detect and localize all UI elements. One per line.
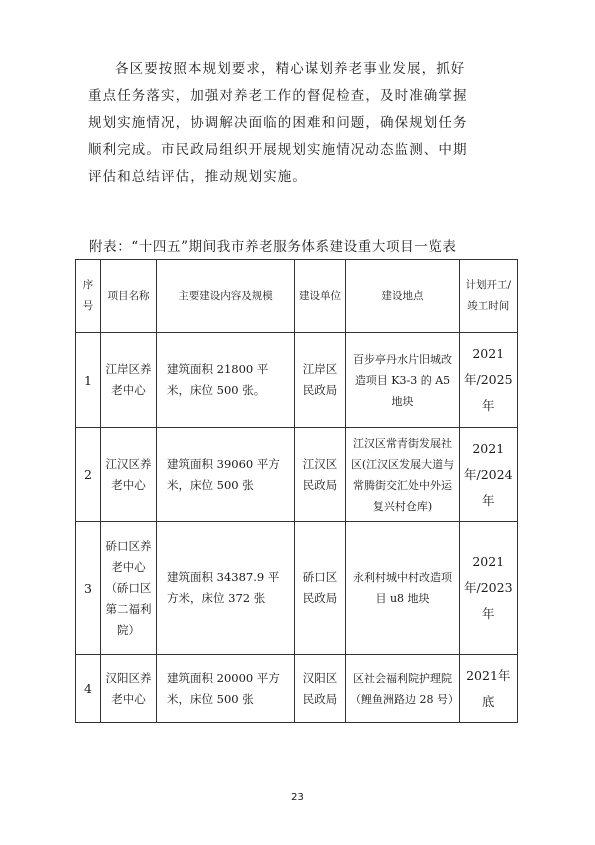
cell-location: 江汉区常青街发展社区(江汉区发展大道与常腾街交汇处中外运复兴村仓库) [346,428,460,522]
header-cell: 建设单位 [295,260,346,333]
cell-name: 江汉区养老中心 [101,428,157,522]
cell-content: 建筑面积 39060 平方米，床位 500 张 [157,428,295,522]
table-row [76,333,518,428]
cell-time: 2021年/2025年 [460,333,518,428]
paragraph-line: 重点任务落实，加强对养老工作的督促检查，及时准确掌握 [88,88,468,104]
cell-location: 永利村城中村改造项目 u8 地块 [346,522,460,655]
paragraph-line: 评估和总结评估，推动规划实施。 [88,169,307,185]
cell-time: 2021年/2024年 [460,428,518,522]
projects-table [75,259,518,723]
cell-location: 区社会福利院护理院（鲤鱼洲路边 28 号） [346,655,460,723]
cell-unit: 汉阳区民政局 [295,655,346,723]
cell-unit: 江岸区民政局 [295,333,346,428]
cell-no: 3 [76,522,101,655]
body-paragraph [88,56,506,191]
header-cell: 序号 [76,260,101,333]
cell-unit: 硚口区民政局 [295,522,346,655]
cell-content: 建筑面积 20000 平方米，床位 500 张 [157,655,295,723]
paragraph-line: 顺利完成。市民政局组织开展规划实施情况动态监测、中期 [88,142,468,158]
cell-content: 建筑面积 34387.9 平方米，床位 372 张 [157,522,295,655]
table-row [76,655,518,723]
cell-no: 1 [76,333,101,428]
cell-time: 2021年底 [460,655,518,723]
header-cell: 计划开工/竣工时间 [460,260,518,333]
table-row [76,428,518,522]
table-caption: 附表：“十四五”期间我市养老服务体系建设重大项目一览表 [89,239,457,255]
cell-name: 汉阳区养老中心 [101,655,157,723]
header-cell: 项目名称 [101,260,157,333]
table-header-row [76,260,518,333]
cell-no: 2 [76,428,101,522]
cell-time: 2021年/2023年 [460,522,518,655]
header-cell: 主要建设内容及规模 [157,260,295,333]
header-cell: 建设地点 [346,260,460,333]
cell-name: 江岸区养老中心 [101,333,157,428]
cell-unit: 江汉区民政局 [295,428,346,522]
page-number: 23 [291,792,304,803]
table-row [76,522,518,655]
cell-location: 百步亭丹水片旧城改造项目 K3-3 的 A5 地块 [346,333,460,428]
cell-no: 4 [76,655,101,723]
cell-name: 硚口区养老中心（硚口区第二福利院） [101,522,157,655]
paragraph-line: 规划实施情况，协调解决面临的困难和问题，确保规划任务 [88,115,468,131]
cell-content: 建筑面积 21800 平米，床位 500 张。 [157,333,295,428]
paragraph-line: 各区要按照本规划要求，精心谋划养老事业发展，抓好 [115,61,466,77]
